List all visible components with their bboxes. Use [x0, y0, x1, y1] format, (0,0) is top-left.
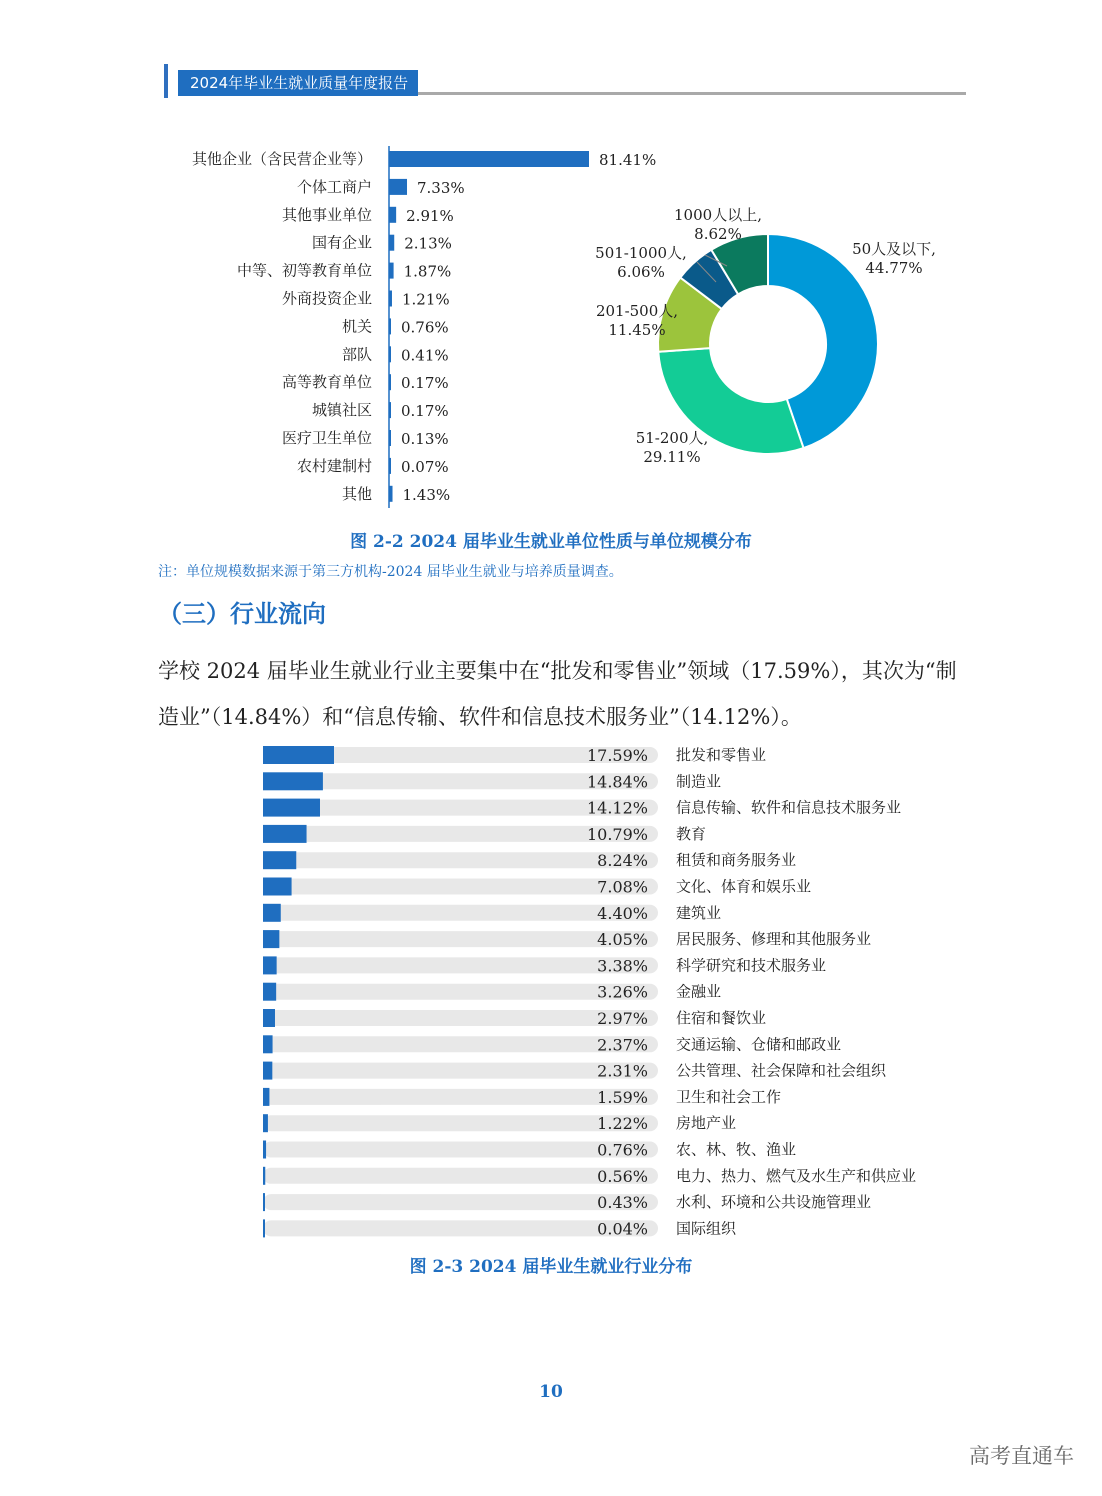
donut-label-name: 201-500人,: [595, 302, 679, 320]
industry-label: 金融业: [676, 982, 722, 1001]
unit-type-value: 1.43%: [402, 485, 451, 504]
donut-label-name: 51-200人,: [635, 429, 709, 447]
donut-label-value: 8.62%: [694, 225, 742, 243]
industry-bar: [263, 1167, 265, 1185]
unit-type-label: 农村建制村: [296, 456, 372, 475]
donut-label-value: 11.45%: [608, 321, 666, 339]
unit-type-bar: [389, 207, 396, 223]
industry-label: 文化、体育和娱乐业: [676, 877, 812, 896]
industry-bar: [263, 746, 334, 764]
industry-label: 农、林、牧、渔业: [676, 1140, 797, 1159]
unit-type-label: 高等教育单位: [281, 373, 372, 392]
donut-label-value: 29.11%: [643, 448, 701, 466]
figure-2-3-caption: 图 2-3 2024 届毕业生就业行业分布: [409, 1257, 693, 1277]
unit-type-value: 81.41%: [599, 151, 657, 169]
industry-value: 8.24%: [597, 851, 648, 871]
industry-value: 0.04%: [597, 1219, 648, 1239]
industry-label: 教育: [676, 824, 707, 843]
industry-label: 房地产业: [676, 1114, 737, 1133]
industry-bar: [263, 1009, 275, 1027]
industry-bar-chart: [263, 746, 916, 1238]
section-title: （三）行业流向: [158, 600, 326, 628]
unit-type-bar: [389, 151, 589, 167]
industry-value: 4.40%: [597, 903, 648, 923]
unit-type-bar: [389, 486, 393, 502]
unit-type-value: 0.13%: [401, 430, 449, 448]
industry-label: 水利、环境和公共设施管理业: [676, 1193, 872, 1212]
unit-type-label: 部队: [341, 345, 372, 364]
industry-value: 0.43%: [597, 1193, 648, 1213]
unit-type-bar: [389, 402, 391, 418]
industry-label: 居民服务、修理和其他服务业: [676, 930, 872, 949]
industry-bar: [263, 930, 279, 948]
report-header-title: 2024年毕业生就业质量年度报告: [178, 70, 418, 96]
industry-label: 科学研究和技术服务业: [676, 956, 827, 975]
unit-type-value: 1.21%: [401, 290, 450, 309]
industry-label: 卫生和社会工作: [676, 1087, 782, 1106]
unit-type-value: 7.33%: [417, 178, 465, 197]
donut-label-value: 44.77%: [865, 259, 923, 277]
industry-bar: [263, 878, 292, 896]
unit-type-label: 外商投资企业: [281, 289, 372, 308]
section-paragraph: 学校 2024 届毕业生就业行业主要集中在“批发和零售业”领域（17.59%），其次为“制造业”（14.84%）和“信息传输、软件和信息技术服务业”（14.12%）。: [158, 659, 957, 729]
unit-type-label: 中等、初等教育单位: [236, 261, 372, 280]
unit-type-value: 1.87%: [403, 262, 452, 281]
industry-label: 批发和零售业: [676, 746, 767, 764]
unit-type-value: 2.13%: [404, 234, 452, 253]
unit-type-bar: [389, 179, 407, 195]
industry-label: 交通运输、仓储和邮政业: [676, 1035, 842, 1054]
industry-bar: [263, 1219, 265, 1237]
unit-type-label: 其他企业（含民营企业等）: [191, 150, 372, 168]
industry-bar: [263, 825, 307, 843]
unit-type-label: 医疗卫生单位: [281, 429, 372, 447]
unit-type-label: 其他事业单位: [281, 205, 372, 224]
industry-label: 制造业: [676, 772, 722, 791]
unit-type-bar: [389, 458, 391, 474]
figure-2-2-caption: 图 2-2 2024 届毕业生就业单位性质与单位规模分布: [350, 532, 752, 552]
watermark: 高考直通车: [969, 1444, 1074, 1468]
industry-bar: [263, 983, 276, 1001]
unit-type-label: 国有企业: [311, 233, 372, 252]
industry-value: 4.05%: [597, 930, 648, 950]
industry-value: 3.38%: [597, 956, 648, 976]
industry-value: 7.08%: [597, 877, 648, 897]
unit-type-bar: [389, 318, 391, 334]
industry-label: 信息传输、软件和信息技术服务业: [676, 798, 902, 817]
donut-label-name: 1000人以上,: [674, 206, 762, 224]
industry-label: 建筑业: [676, 903, 722, 922]
industry-value: 0.76%: [597, 1140, 648, 1160]
industry-bar: [263, 1062, 272, 1080]
unit-type-value: 2.91%: [406, 206, 454, 225]
page-number: 10: [539, 1382, 563, 1402]
industry-value: 2.37%: [597, 1035, 648, 1055]
industry-bar: [263, 1193, 265, 1211]
unit-type-bar-chart: [192, 146, 656, 508]
unit-type-bar: [389, 346, 391, 362]
unit-type-bar: [389, 263, 394, 279]
industry-bar: [263, 1035, 273, 1053]
unit-type-value: 0.41%: [401, 346, 449, 365]
unit-size-donut-chart: [595, 206, 936, 466]
unit-type-bar: [389, 235, 394, 251]
industry-label: 租赁和商务服务业: [676, 851, 797, 870]
industry-value: 17.59%: [586, 746, 648, 765]
industry-value: 14.12%: [586, 798, 648, 818]
unit-type-value: 0.76%: [401, 318, 449, 337]
industry-value: 1.22%: [597, 1114, 648, 1134]
industry-value: 14.84%: [586, 772, 648, 792]
unit-type-bar: [389, 430, 391, 446]
industry-label: 公共管理、社会保障和社会组织: [676, 1061, 887, 1080]
industry-value: 3.26%: [597, 982, 648, 1002]
donut-label-name: 501-1000人,: [595, 244, 687, 262]
unit-type-label: 其他: [341, 484, 372, 503]
industry-value: 2.97%: [597, 1009, 648, 1028]
figure-2-2-note: 注：单位规模数据来源于第三方机构-2024 届毕业生就业与培养质量调查。: [158, 564, 623, 580]
unit-type-label: 城镇社区: [311, 401, 372, 420]
unit-type-label: 个体工商户: [296, 177, 372, 196]
industry-value: 2.31%: [597, 1061, 648, 1081]
industry-value: 0.56%: [597, 1166, 648, 1186]
unit-type-value: 0.07%: [401, 457, 449, 476]
industry-bar: [263, 851, 296, 869]
unit-type-value: 0.17%: [401, 402, 449, 421]
industry-bar: [263, 956, 277, 974]
industry-bar: [263, 799, 320, 817]
unit-type-bar: [389, 374, 391, 390]
industry-value: 1.59%: [597, 1087, 648, 1107]
industry-bar: [263, 772, 323, 790]
industry-bar: [263, 1141, 266, 1159]
unit-type-bar: [389, 291, 392, 307]
unit-type-value: 0.17%: [401, 374, 449, 393]
industry-bar: [263, 1088, 269, 1106]
industry-label: 住宿和餐饮业: [676, 1009, 767, 1027]
unit-type-label: 机关: [341, 317, 372, 336]
industry-value: 10.79%: [586, 824, 648, 844]
donut-label-name: 50人及以下,: [852, 240, 936, 258]
industry-bar: [263, 1114, 268, 1132]
donut-label-value: 6.06%: [617, 263, 665, 281]
industry-label: 电力、热力、燃气及水生产和供应业: [676, 1166, 917, 1185]
industry-bar: [263, 904, 281, 922]
industry-label: 国际组织: [676, 1219, 737, 1238]
